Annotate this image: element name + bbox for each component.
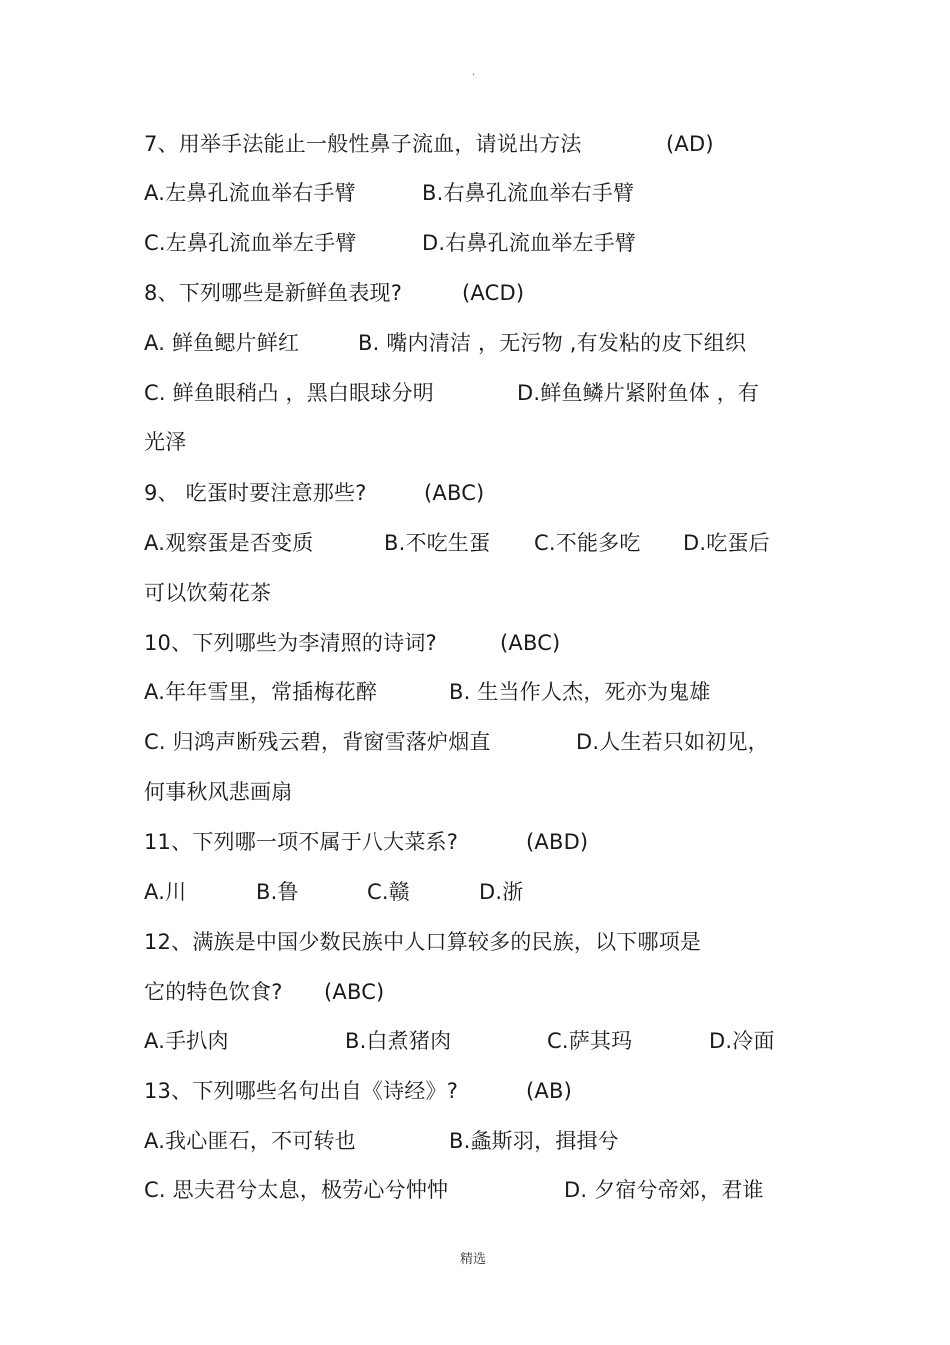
footer-label: 精选 — [460, 1252, 487, 1267]
continuation-text: 何事秋风悲画扇 — [144, 780, 293, 804]
answer-label: (AD) — [666, 132, 714, 156]
option-c: C.不能多吃 — [534, 531, 641, 555]
question-text: 7、用举手法能止一般性鼻子流血，请说出方法 — [144, 132, 582, 156]
answer-label: (ABD) — [526, 830, 589, 854]
question-text: 11、下列哪一项不属于八大菜系? — [144, 830, 459, 854]
option-c: C. 鲜鱼眼稍凸 ，黑白眼球分明 — [144, 381, 434, 405]
option-b: B.鲁 — [256, 880, 299, 904]
answer-label: (ACD) — [462, 281, 525, 305]
option-c: C. 归鸿声断残云碧，背窗雪落炉烟直 — [144, 730, 491, 754]
option-c: C. 思夫君兮太息，极劳心兮忡忡 — [144, 1178, 449, 1202]
question-text-continued: 它的特色饮食? — [144, 980, 283, 1004]
option-a: A.观察蛋是否变质 — [144, 531, 314, 555]
option-b: B. 嘴内清洁 ，无污物 ,有发粘的皮下组织 — [358, 331, 747, 355]
option-a: A.年年雪里，常插梅花醉 — [144, 680, 378, 704]
option-d: D.吃蛋后 — [683, 531, 770, 555]
option-d: D.鲜鱼鳞片紧附鱼体 ，有 — [517, 381, 760, 405]
question-text: 12、满族是中国少数民族中人口算较多的民族，以下哪项是 — [144, 930, 702, 954]
option-a: A.左鼻孔流血举右手臂 — [144, 181, 356, 205]
option-b: B.右鼻孔流血举右手臂 — [422, 181, 635, 205]
continuation-text: 光泽 — [144, 430, 187, 454]
answer-label: (ABC) — [424, 481, 485, 505]
question-text: 9、 吃蛋时要注意那些? — [144, 481, 367, 505]
continuation-text: 可以饮菊花茶 — [144, 581, 272, 605]
option-d: D.浙 — [479, 880, 524, 904]
option-d: D.人生若只如初见， — [576, 730, 769, 754]
answer-label: (ABC) — [324, 980, 385, 1004]
question-text: 13、下列哪些名句出自《诗经》? — [144, 1079, 459, 1103]
option-d: D.冷面 — [709, 1029, 775, 1053]
option-d: D.右鼻孔流血举左手臂 — [422, 231, 637, 255]
option-b: B.不吃生蛋 — [384, 531, 491, 555]
option-d: D. 夕宿兮帝郊，君谁 — [564, 1178, 764, 1202]
option-b: B.白煮猪肉 — [345, 1029, 452, 1053]
header-mark: · — [472, 70, 476, 81]
question-text: 10、下列哪些为李清照的诗词? — [144, 631, 437, 655]
option-a: A.川 — [144, 880, 187, 904]
answer-label: (AB) — [526, 1079, 572, 1103]
option-a: A.手扒肉 — [144, 1029, 229, 1053]
option-c: C.赣 — [367, 880, 410, 904]
option-b: B.螽斯羽，揖揖兮 — [449, 1129, 619, 1153]
option-b: B. 生当作人杰，死亦为鬼雄 — [449, 680, 711, 704]
option-c: C.左鼻孔流血举左手臂 — [144, 231, 357, 255]
option-a: A.我心匪石，不可转也 — [144, 1129, 356, 1153]
option-c: C.萨其玛 — [547, 1029, 633, 1053]
answer-label: (ABC) — [500, 631, 561, 655]
option-a: A. 鲜鱼鳃片鲜红 — [144, 331, 300, 355]
question-text: 8、下列哪些是新鲜鱼表现? — [144, 281, 403, 305]
